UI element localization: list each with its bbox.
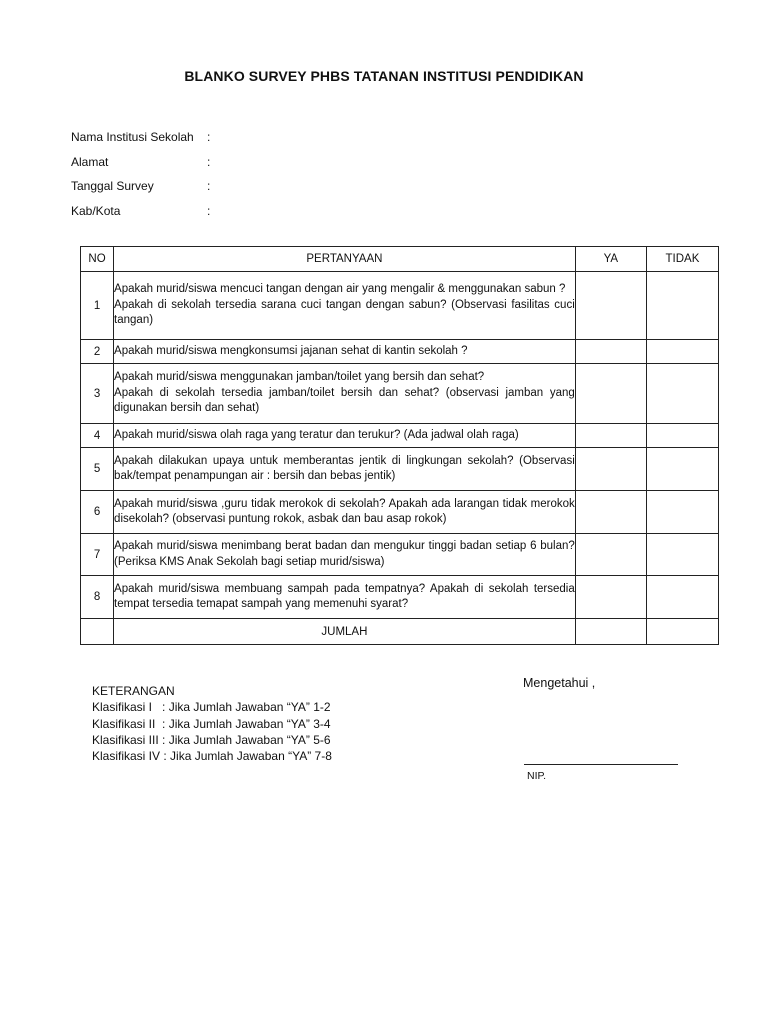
classification-item: Klasifikasi IV : Jika Jumlah Jawaban “YA” 7-8	[92, 749, 332, 764]
question-text: Apakah di sekolah tersedia sarana cuci tangan dengan sabun? (Observasi fasilitas cuci tangan)	[114, 298, 575, 327]
answer-ya-cell[interactable]	[575, 491, 646, 534]
question-text: Apakah murid/siswa mencuci tangan dengan air yang mengalir & menggunakan sabun ?	[114, 283, 566, 296]
table-row	[81, 364, 719, 424]
question-cell	[114, 364, 576, 424]
answer-tidak-cell[interactable]	[646, 364, 718, 424]
table-row	[81, 272, 719, 340]
question-text: Apakah murid/siswa menimbang berat badan dan mengukur tinggi badan setiap 6 bulan? (Periksa KMS Anak Sekolah bagi setiap murid/siswa)	[114, 540, 575, 568]
question-cell	[114, 534, 576, 576]
info-colon: :	[207, 179, 211, 193]
survey-table	[80, 246, 719, 645]
table-header-row	[81, 247, 719, 272]
answer-tidak-cell[interactable]	[646, 534, 718, 576]
row-number: 4	[81, 424, 114, 448]
row-number: 3	[81, 364, 114, 424]
answer-ya-cell[interactable]	[575, 424, 646, 448]
row-number: 1	[81, 272, 114, 340]
answer-tidak-cell[interactable]	[646, 272, 718, 340]
row-number: 8	[81, 576, 114, 619]
row-number: 6	[81, 491, 114, 534]
question-text: Apakah murid/siswa olah raga yang teratur dan terukur? (Ada jadwal olah raga)	[114, 428, 519, 441]
total-row	[81, 619, 719, 645]
question-cell	[114, 448, 576, 491]
row-number: 2	[81, 340, 114, 364]
keterangan-heading: KETERANGAN	[92, 684, 175, 698]
answer-ya-cell[interactable]	[575, 448, 646, 491]
info-row-date	[71, 177, 217, 202]
answer-tidak-cell[interactable]	[646, 340, 718, 364]
answer-ya-cell[interactable]	[575, 576, 646, 619]
info-row-city	[71, 202, 217, 227]
header-tidak: TIDAK	[646, 247, 718, 272]
total-label: JUMLAH	[114, 619, 576, 645]
signature-line	[524, 764, 678, 765]
document-title: BLANKO SURVEY PHBS TATANAN INSTITUSI PENDIDIKAN	[184, 68, 584, 84]
answer-tidak-cell[interactable]	[646, 576, 718, 619]
info-row-institution	[71, 128, 217, 153]
info-row-address	[71, 153, 217, 178]
info-colon: :	[207, 130, 211, 144]
answer-ya-cell[interactable]	[575, 340, 646, 364]
header-no: NO	[81, 247, 114, 272]
total-empty-cell	[81, 619, 114, 645]
row-number: 5	[81, 448, 114, 491]
table-row	[81, 491, 719, 534]
question-cell	[114, 491, 576, 534]
header-question: PERTANYAAN	[114, 247, 576, 272]
answer-ya-cell[interactable]	[575, 364, 646, 424]
answer-tidak-cell[interactable]	[646, 448, 718, 491]
answer-tidak-cell[interactable]	[646, 424, 718, 448]
info-label: Alamat	[71, 154, 109, 169]
question-text: Apakah murid/siswa ,guru tidak merokok di sekolah? Apakah ada larangan tidak merokok disekolah? (observasi puntung rokok, asbak dan bau asap rokok)	[114, 497, 575, 525]
table-row	[81, 534, 719, 576]
question-text: Apakah di sekolah tersedia jamban/toilet bersih dan sehat? (observasi jamban yang digunakan bersih dan sehat)	[114, 386, 575, 415]
answer-tidak-cell[interactable]	[646, 491, 718, 534]
total-tidak-cell[interactable]	[646, 619, 718, 645]
question-cell	[114, 424, 576, 448]
info-label: Kab/Kota	[71, 203, 121, 218]
keterangan-section	[92, 683, 332, 764]
classification-item: Klasifikasi II : Jika Jumlah Jawaban “YA” 3-4	[92, 716, 331, 731]
answer-ya-cell[interactable]	[575, 534, 646, 576]
table-row	[81, 424, 719, 448]
total-ya-cell[interactable]	[575, 619, 646, 645]
row-number: 7	[81, 534, 114, 576]
info-label: Nama Institusi Sekolah	[71, 130, 194, 144]
header-ya: YA	[575, 247, 646, 272]
mengetahui-label: Mengetahui ,	[523, 676, 596, 690]
answer-ya-cell[interactable]	[575, 272, 646, 340]
question-cell	[114, 576, 576, 619]
question-text: Apakah dilakukan upaya untuk memberantas jentik di lingkungan sekolah? (Observasi bak/tempat penampungan air : bersih dan bebas jentik)	[114, 454, 575, 482]
question-cell	[114, 340, 576, 364]
nip-label: NIP.	[527, 770, 547, 782]
table-row	[81, 340, 719, 364]
info-colon: :	[207, 154, 211, 169]
classification-item: Klasifikasi III : Jika Jumlah Jawaban “YA” 5-6	[92, 732, 331, 747]
table-row	[81, 448, 719, 491]
table-row	[81, 576, 719, 619]
school-info	[71, 128, 217, 226]
classification-item: Klasifikasi I : Jika Jumlah Jawaban “YA” 1-2	[92, 700, 331, 715]
question-cell	[114, 272, 576, 340]
info-colon: :	[207, 203, 211, 218]
question-text: Apakah murid/siswa menggunakan jamban/toilet yang bersih dan sehat?	[114, 371, 485, 384]
question-text: Apakah murid/siswa membuang sampah pada tempatnya? Apakah di sekolah tersedia tempat tersedia temapat sampah yang memenuhi syarat?	[114, 582, 575, 610]
info-label: Tanggal Survey	[71, 179, 154, 193]
question-text: Apakah murid/siswa mengkonsumsi jajanan sehat di kantin sekolah ?	[114, 344, 468, 357]
